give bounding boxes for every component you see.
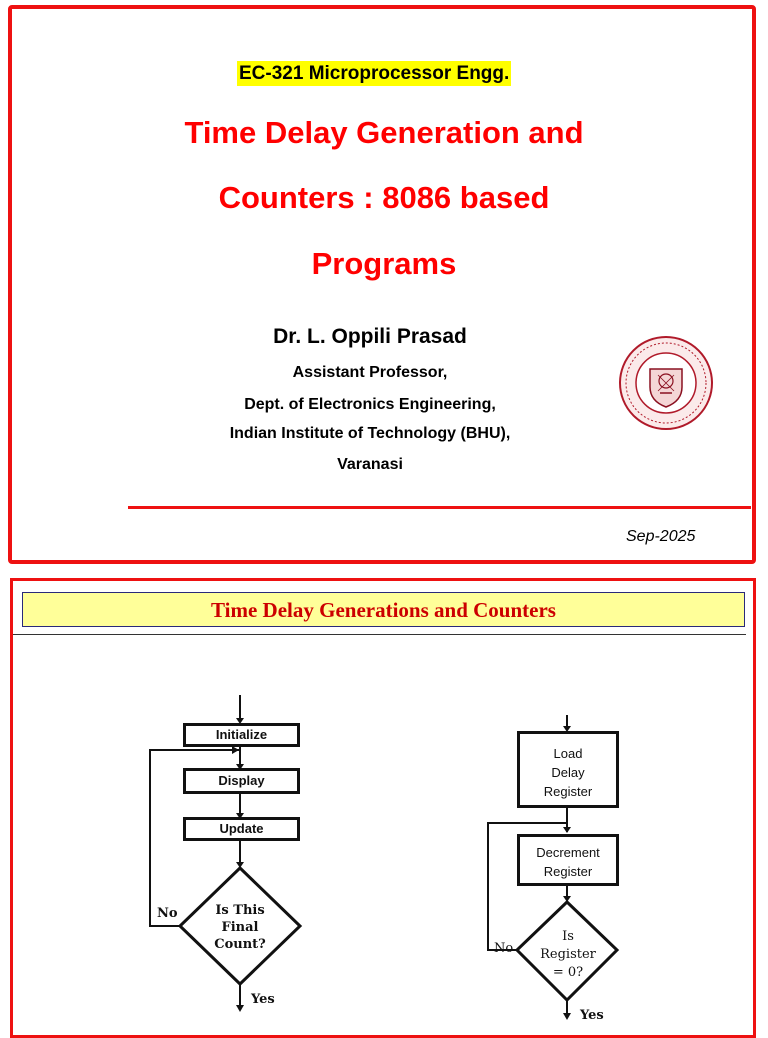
load-delay-register-box <box>517 731 619 808</box>
institute-seal-logo <box>618 335 714 431</box>
affiliation-line: Varanasi <box>337 456 403 473</box>
title-line-1: Time Delay Generation and <box>184 115 584 150</box>
no-label: No <box>157 906 178 921</box>
box-text-line: Register <box>543 864 593 879</box>
initialize-box: Initialize <box>183 723 300 747</box>
course-code: EC-321 Microprocessor Engg. <box>239 63 510 84</box>
box-text-line: Decrement <box>536 845 600 860</box>
title-line-2: Counters : 8086 based <box>218 180 550 215</box>
no-label: No <box>494 941 514 956</box>
title-divider <box>13 634 746 635</box>
title-slide <box>8 5 756 564</box>
box-text-line: Load <box>553 746 583 761</box>
slide-title: Time Delay Generations and Counters <box>22 592 745 627</box>
yes-label: Yes <box>251 992 275 1007</box>
display-box: Display <box>183 768 300 794</box>
decision-text-line: Final <box>221 920 259 935</box>
box-text-line: Register <box>543 784 593 799</box>
decision-text-line: Is <box>562 929 574 944</box>
decision-text-line: Is This <box>215 903 265 918</box>
decision-text-line: = 0? <box>552 965 584 980</box>
update-box: Update <box>183 817 300 841</box>
affiliation-line: Assistant Professor, <box>292 364 448 381</box>
title-line-3: Programs <box>311 246 457 281</box>
box-text-line: Delay <box>551 765 585 780</box>
decision-text-line: Register <box>540 947 596 962</box>
decision-text-line: Count? <box>214 937 266 952</box>
affiliation-line: Dept. of Electronics Engineering, <box>244 396 496 413</box>
affiliation-line: Indian Institute of Technology (BHU), <box>229 425 511 442</box>
decrement-register-box <box>517 834 619 886</box>
author-name: Dr. L. Oppili Prasad <box>273 325 467 348</box>
divider-rule <box>128 506 751 509</box>
date-label: Sep-2025 <box>626 528 696 545</box>
yes-label: Yes <box>580 1008 604 1023</box>
